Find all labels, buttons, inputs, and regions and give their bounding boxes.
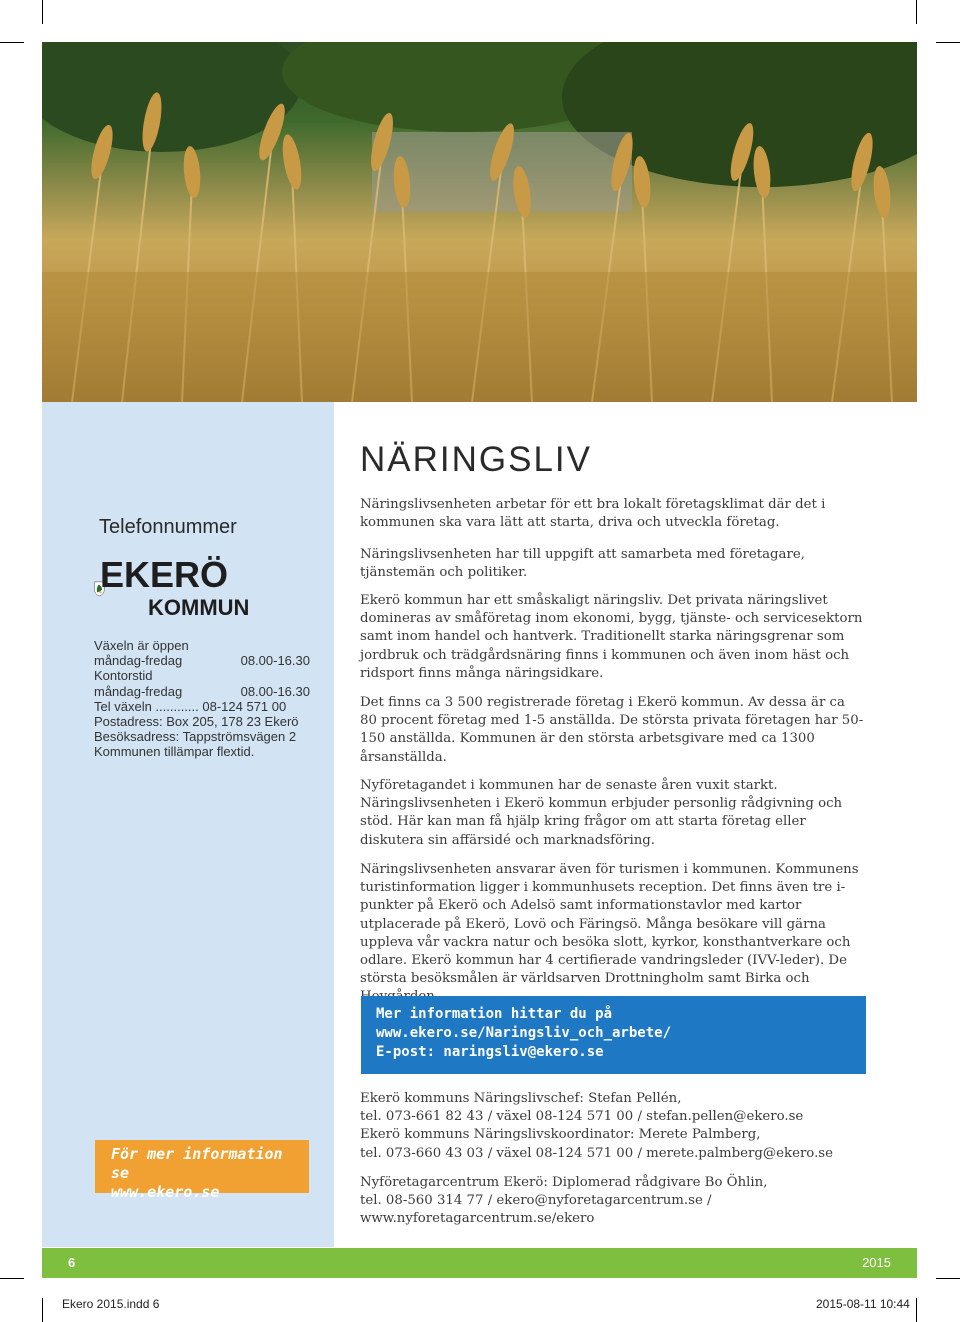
crop-mark <box>916 0 917 24</box>
info-line: Tel växeln ............ 08-124 571 00 <box>94 698 287 714</box>
wheat-field-photo <box>42 42 917 402</box>
contact-line: tel. 073-661 82 43 / växel 08-124 571 00 / stefan.pellen@ekero.se <box>360 1109 804 1125</box>
body-paragraph: Nyföretagandet i kommunen har de senaste åren vuxit starkt. Näringslivsenheten i Ekerö kommun erbjuder personlig rådgivning och stöd. Här kan man få hjälp kring frågor om att starta företag eller diskutera sin affärsidé och marknadsföring. <box>360 778 843 848</box>
logo-wordmark-sub: KOMMUN <box>148 595 250 620</box>
page-footer <box>42 1248 917 1278</box>
body-paragraph: Näringslivsenheten har till uppgift att samarbeta med företagare, tjänstemän och politiker. <box>360 547 805 581</box>
contact-line: Ekerö kommuns Näringslivskoordinator: Merete Palmberg, <box>360 1127 761 1143</box>
sidebar-title: Telefonnummer <box>99 516 237 538</box>
website-link[interactable]: www.ekero.se <box>111 1183 220 1201</box>
crop-mark <box>916 1298 917 1322</box>
contact-info <box>94 638 310 760</box>
phone-sidebar <box>42 402 334 1247</box>
contact-line: Ekerö kommuns Näringslivschef: Stefan Pellén, <box>360 1091 682 1106</box>
info-line: Kommunen tillämpar flextid. <box>94 744 255 760</box>
body-paragraph: Ekerö kommun har ett småskaligt näringsliv. Det privata näringslivet domineras av småföretag inom ekonomi, bygg, tjänste- och servicesektorn samt inom handel och hantverk. Traditionellt starka näringsgrenar som jordbruk och trädgårdsnäring finns i kommunen och även inom häst och ridsport finns många näringsidkare. <box>360 593 863 681</box>
more-info-banner <box>361 996 866 1074</box>
contact-line: tel. 08-560 314 77 / ekero@nyforetagarcentrum.se / <box>360 1193 712 1209</box>
info-line: måndag-fredag 08.00-16.30 <box>94 653 310 669</box>
page-title: NÄRINGSLIV <box>360 440 592 479</box>
info-line: Besöksadress: Tappströmsvägen 2 <box>94 729 297 745</box>
contact-block <box>360 1090 866 1163</box>
crop-mark <box>0 1278 24 1279</box>
page-number: 6 <box>68 1255 76 1270</box>
info-line: Postadress: Box 205, 178 23 Ekerö <box>94 714 299 730</box>
info-line: Kontorstid <box>94 668 153 684</box>
crop-mark <box>42 1298 43 1322</box>
crop-mark <box>936 1278 960 1279</box>
more-info-text: För mer information se <box>111 1145 283 1182</box>
logo-wordmark: EKERÖ <box>100 554 229 595</box>
contact-line: Nyföretagarcentrum Ekerö: Diplomerad rådgivare Bo Öhlin, <box>360 1175 768 1190</box>
contact-line: tel. 073-660 43 03 / växel 08-124 571 00 / merete.palmberg@ekero.se <box>360 1145 833 1161</box>
info-line: måndag-fredag 08.00-16.30 <box>94 683 310 699</box>
crop-mark <box>0 42 24 43</box>
website-link[interactable]: www.ekero.se/Naringsliv_och_arbete/ <box>376 1025 672 1041</box>
more-info-box <box>95 1140 309 1201</box>
footer-year: 2015 <box>862 1255 891 1270</box>
contact-line: www.nyforetagarcentrum.se/ekero <box>360 1211 595 1227</box>
body-paragraph: Näringslivsenheten arbetar för ett bra lokalt företagsklimat där det i kommunen ska vara lätt att starta, driva och utveckla företag. <box>360 497 826 531</box>
slug-filename: Ekero 2015.indd 6 <box>62 1297 160 1311</box>
contact-block <box>360 1174 866 1229</box>
email-link[interactable]: E-post: naringsliv@ekero.se <box>376 1044 604 1060</box>
crop-mark <box>936 42 960 43</box>
slug-date: 2015-08-11 10:44 <box>816 1297 910 1311</box>
crop-mark <box>42 0 43 24</box>
body-paragraph: Det finns ca 3 500 registrerade företag i Ekerö kommun. Av dessa är ca 80 procent företag med 1-5 anställda. De största privata företagen har 50-150 anställda. Kommunen är den största arbetsgivare med ca 1300 årsanställda. <box>360 695 864 765</box>
banner-text: Mer information hittar du på <box>376 1006 613 1022</box>
body-paragraph: Näringslivsenheten ansvarar även för turismen i kommunen. Kommunens turistinformation ligger i kommunhusets reception. Det finns även tre i-punkter på Ekerö och Adelsö samt informationstavlor med kartor utplacerade på Ekerö, Lovö och Färingsö. Många besökare vill gärna uppleva vår vackra natur och besöka slott, kyrkor, konsthantverkare och odlare. Ekerö kommun har 4 certifierade vandringsleder (IVV-leder). De största besöksmålen är världsarven Drottningholm samt Birka och <box>360 862 859 987</box>
info-line: Växeln är öppen <box>94 638 189 653</box>
